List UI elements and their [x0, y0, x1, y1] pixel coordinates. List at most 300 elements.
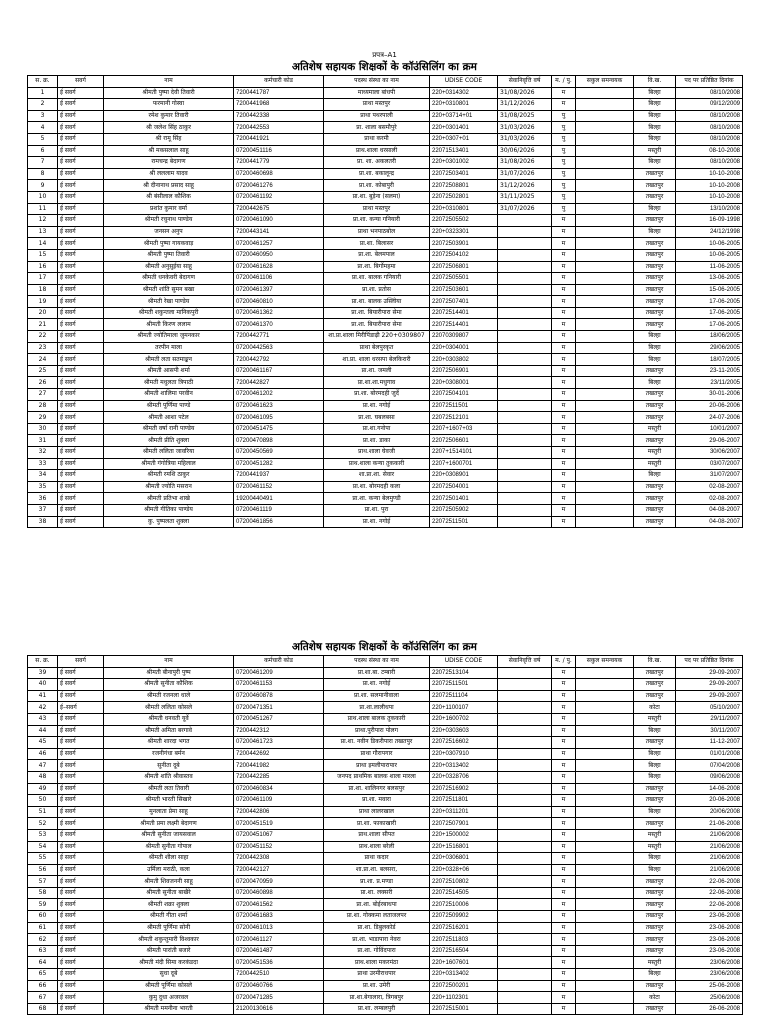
cell-employee-code: 07200450569	[234, 447, 324, 459]
cell-udise-code: 220+1600702	[430, 713, 498, 725]
table-row	[28, 191, 743, 203]
cell-school-name: प्राथा भनपाठबोल	[324, 226, 430, 238]
cell-block: मस्तुरी	[634, 713, 676, 725]
teacher-table-1	[27, 75, 743, 528]
cell-retirement-year	[498, 829, 552, 841]
cell-retirement-year	[498, 980, 552, 992]
cell-teacher-name: श्रीमती मंदी सिमा करकंडदा	[104, 957, 234, 969]
cell-retirement-year	[498, 969, 552, 981]
cell-employee-code: 07200460698	[234, 168, 324, 180]
cell-school-name: प्राथा कदार	[324, 853, 430, 865]
cell-cluster-coordinator	[576, 307, 634, 319]
cell-teacher-name: श्रीमती ललिता जावरिया	[104, 447, 234, 459]
cell-cluster-coordinator	[576, 273, 634, 285]
cell-serial-number: 10	[28, 191, 58, 203]
cell-gender: म	[552, 470, 576, 482]
cell-school-name: प्रा.शा. प्र.मण्डा	[324, 876, 430, 888]
cell-cluster-coordinator	[576, 934, 634, 946]
cell-teacher-name: तरपीन माला	[104, 342, 234, 354]
cell-retirement-year: 31/12/2026	[498, 99, 552, 111]
cell-block: तखतपुर	[634, 296, 676, 308]
cell-teacher-name: कुमु दुधा अजरवल	[104, 992, 234, 1004]
cell-block: तखतपुर	[634, 435, 676, 447]
cell-gender: पु	[552, 145, 576, 157]
table-row	[28, 516, 743, 528]
cell-udise-code: 22071513401	[430, 145, 498, 157]
cell-school-name: प्रा.शा. मवारा	[324, 795, 430, 807]
cell-block: तखतपुर	[634, 783, 676, 795]
cell-category: ई सवर्ग	[58, 215, 104, 227]
cell-cluster-coordinator	[576, 504, 634, 516]
cell-retirement-year: 31/08/2026	[498, 87, 552, 99]
cell-teacher-name: श्रीमती पुष्पा गायकवाड़	[104, 238, 234, 250]
cell-cluster-coordinator	[576, 226, 634, 238]
cell-block: तखतपुर	[634, 679, 676, 691]
cell-serial-number: 57	[28, 876, 58, 888]
cell-serial-number: 8	[28, 168, 58, 180]
table-row	[28, 273, 743, 285]
cell-cluster-coordinator	[576, 679, 634, 691]
cell-block: तखतपुर	[634, 887, 676, 899]
cell-cluster-coordinator	[576, 99, 634, 111]
cell-block: तखतपुर	[634, 215, 676, 227]
cell-gender: म	[552, 690, 576, 702]
cell-teacher-name: श्रीमती ललिता कोसले	[104, 702, 234, 714]
table-row	[28, 400, 743, 412]
cell-category: ई सवर्ग	[58, 447, 104, 459]
cell-serial-number: 51	[28, 806, 58, 818]
cell-teacher-name: श्रीमती पुष्पा देवी तिवारी	[104, 87, 234, 99]
cell-serial-number: 6	[28, 145, 58, 157]
cell-school-name: प्रा.शा. घबलबसा	[324, 412, 430, 424]
cell-block: बिल्हा	[634, 969, 676, 981]
cell-cluster-coordinator	[576, 122, 634, 134]
cell-school-name: प्राथा पथरपाली	[324, 110, 430, 122]
table-header-row	[28, 656, 743, 668]
cell-cluster-coordinator	[576, 667, 634, 679]
cell-posting-date: 03/07/2007	[676, 458, 743, 470]
cell-gender: म	[552, 319, 576, 331]
cell-cluster-coordinator	[576, 133, 634, 145]
cell-block: बिल्हा	[634, 806, 676, 818]
cell-serial-number: 1	[28, 87, 58, 99]
cell-category: ई सवर्ग	[58, 470, 104, 482]
cell-school-name: प्राथा बेलपुरकृत	[324, 342, 430, 354]
cell-teacher-name: श्रीमती अनुसुईया साहू	[104, 261, 234, 273]
cell-school-name: प्रा.शा. डिबुलकोर्ड	[324, 922, 430, 934]
cell-teacher-name: श्रीमती प्रीति शुक्ला	[104, 435, 234, 447]
cell-udise-code: 220+0301002	[430, 157, 498, 169]
cell-serial-number: 12	[28, 215, 58, 227]
cell-category: ई सवर्ग	[58, 713, 104, 725]
cell-udise-code: 220+0307+01	[430, 133, 498, 145]
cell-school-name: प्रा.शा. नगोई	[324, 679, 430, 691]
table-row	[28, 296, 743, 308]
cell-block: तखतपुर	[634, 180, 676, 192]
cell-retirement-year	[498, 435, 552, 447]
table-row	[28, 679, 743, 691]
cell-posting-date: 30-01-2006	[676, 389, 743, 401]
cell-teacher-name: श्री लललाम यादव	[104, 168, 234, 180]
cell-employee-code: 7200442806	[234, 806, 324, 818]
cell-teacher-name: श्रीमती शीला साहा	[104, 853, 234, 865]
cell-employee-code: 7200441937	[234, 470, 324, 482]
cell-teacher-name: श्रीमती सुनीता गोपाल	[104, 841, 234, 853]
cell-serial-number: 60	[28, 911, 58, 923]
cell-cluster-coordinator	[576, 887, 634, 899]
cell-employee-code: 07200470898	[234, 435, 324, 447]
table-row	[28, 992, 743, 1004]
cell-employee-code: 7200441779	[234, 157, 324, 169]
cell-gender: म	[552, 435, 576, 447]
cell-employee-code: 07200451152	[234, 841, 324, 853]
cell-udise-code: 220+0328706	[430, 771, 498, 783]
cell-cluster-coordinator	[576, 435, 634, 447]
cell-posting-date: 23-11-2005	[676, 365, 743, 377]
cell-udise-code: 22072516602	[430, 737, 498, 749]
cell-category: ई सवर्ग	[58, 945, 104, 957]
cell-serial-number: 39	[28, 667, 58, 679]
cell-posting-date: 17-06-2005	[676, 307, 743, 319]
cell-teacher-name: श्रीमती गीता शर्मा	[104, 911, 234, 923]
cell-udise-code: 220+0323301	[430, 226, 498, 238]
cell-school-name: प्रा.शा. नगोई	[324, 400, 430, 412]
cell-cluster-coordinator	[576, 157, 634, 169]
cell-block: तखतपुर	[634, 238, 676, 250]
cell-school-name: प्राथा मस्तपुर	[324, 99, 430, 111]
cell-school-name: प्रा.शा.शा.मधुगाव	[324, 377, 430, 389]
cell-serial-number: 35	[28, 481, 58, 493]
cell-udise-code: 22072506801	[430, 261, 498, 273]
header-posting-date: पद पर प्रतिष्ठित दिनांक	[676, 656, 743, 668]
cell-category: ई सवर्ग	[58, 504, 104, 516]
cell-teacher-name: श्रीमती पूर्णिमा कोसले	[104, 980, 234, 992]
cell-employee-code: 07200461487	[234, 945, 324, 957]
cell-category: ई सवर्ग	[58, 110, 104, 122]
header-retirement-year: सेवानिवृत्ति वर्ष	[498, 656, 552, 668]
cell-teacher-name: श्रीमती धनकेवरी बेदागण	[104, 273, 234, 285]
cell-category: ई सवर्ग	[58, 481, 104, 493]
cell-teacher-name: सुनीता दूबे	[104, 760, 234, 772]
cell-block: बिल्हा	[634, 864, 676, 876]
table-row	[28, 284, 743, 296]
cell-retirement-year	[498, 389, 552, 401]
cell-udise-code: 220+0303603	[430, 725, 498, 737]
cell-posting-date: 29/06/2005	[676, 342, 743, 354]
cell-gender: पु	[552, 110, 576, 122]
cell-retirement-year	[498, 945, 552, 957]
cell-employee-code: 7200441787	[234, 87, 324, 99]
cell-udise-code: 220+0310801	[430, 203, 498, 215]
cell-teacher-name: श्रीमती शांति सुमन बखा	[104, 284, 234, 296]
cell-school-name: प्रा.शा. बोईरबाधपा	[324, 899, 430, 911]
cell-udise-code: 2207+1600701	[430, 458, 498, 470]
cell-school-name: प्रा.शा. कन्या बेलमुण्डी	[324, 493, 430, 505]
cell-udise-code: 220+0313402	[430, 969, 498, 981]
cell-gender: म	[552, 516, 576, 528]
cell-gender: पु	[552, 157, 576, 169]
cell-serial-number: 48	[28, 771, 58, 783]
cell-udise-code: 22072503401	[430, 168, 498, 180]
table-row	[28, 748, 743, 760]
table-row	[28, 470, 743, 482]
cell-block: तखतपुर	[634, 412, 676, 424]
cell-category: ई सवर्ग	[58, 400, 104, 412]
cell-school-name: प्रा.शा. बुड़ेना (सलमा)	[324, 191, 430, 203]
cell-category: ई सवर्ग	[58, 331, 104, 343]
cell-udise-code: 220+0301401	[430, 122, 498, 134]
cell-serial-number: 17	[28, 273, 58, 285]
cell-category: ई सवर्ग	[58, 818, 104, 830]
cell-cluster-coordinator	[576, 412, 634, 424]
cell-gender: म	[552, 365, 576, 377]
cell-block: तखतपुर	[634, 389, 676, 401]
cell-serial-number: 28	[28, 400, 58, 412]
cell-block: बिल्हा	[634, 99, 676, 111]
cell-retirement-year: 31/03/2026	[498, 133, 552, 145]
cell-teacher-name: श्रीमती पुष्पा तिवारी	[104, 249, 234, 261]
header-school-name: पदस्थ संस्था का नाम	[324, 656, 430, 668]
cell-school-name: प्राथ.शाला मकरमंठा	[324, 957, 430, 969]
cell-employee-code: 07200461856	[234, 516, 324, 528]
cell-posting-date: 10-10-2008	[676, 168, 743, 180]
table-row	[28, 493, 743, 505]
cell-employee-code: 07200451282	[234, 458, 324, 470]
cell-teacher-name: श्रीमती शालिमा परवीन	[104, 389, 234, 401]
cell-udise-code: 22072513104	[430, 667, 498, 679]
cell-udise-code: 22072514505	[430, 887, 498, 899]
cell-employee-code: 07200471285	[234, 992, 324, 1004]
cell-gender: म	[552, 261, 576, 273]
cell-serial-number: 13	[28, 226, 58, 238]
cell-posting-date: 29-09-2007	[676, 667, 743, 679]
cell-retirement-year	[498, 261, 552, 273]
cell-posting-date: 23/06/2008	[676, 969, 743, 981]
cell-school-name: प्राथा करमी	[324, 133, 430, 145]
cell-employee-code: 07200461152	[234, 481, 324, 493]
cell-gender: म	[552, 493, 576, 505]
cell-category: ई सवर्ग	[58, 133, 104, 145]
cell-school-name: प्रा.शा. फाकाखारी	[324, 818, 430, 830]
cell-udise-code: 22072516902	[430, 783, 498, 795]
cell-retirement-year	[498, 423, 552, 435]
cell-retirement-year	[498, 493, 552, 505]
cell-teacher-name: श्री जलेश सिंह ठाकुर	[104, 122, 234, 134]
table-row	[28, 818, 743, 830]
cell-cluster-coordinator	[576, 215, 634, 227]
cell-block: तखतपुर	[634, 284, 676, 296]
cell-retirement-year	[498, 400, 552, 412]
cell-school-name: शा.प्रा.शा. सेवार	[324, 470, 430, 482]
cell-serial-number: 20	[28, 307, 58, 319]
cell-gender: म	[552, 887, 576, 899]
cell-posting-date: 21/06/2008	[676, 864, 743, 876]
cell-teacher-name: श्रीमती पारांती बजारे	[104, 945, 234, 957]
table-row	[28, 922, 743, 934]
cell-school-name: प्रा.शा. भाडापारा नेवरा	[324, 934, 430, 946]
cell-teacher-name: मुनलाता प्रेमा साहू	[104, 806, 234, 818]
cell-category: ई सवर्ग	[58, 249, 104, 261]
cell-retirement-year	[498, 841, 552, 853]
cell-serial-number: 43	[28, 713, 58, 725]
cell-retirement-year	[498, 342, 552, 354]
table-row	[28, 980, 743, 992]
cell-employee-code: 07200470959	[234, 876, 324, 888]
cell-gender: म	[552, 377, 576, 389]
cell-retirement-year	[498, 226, 552, 238]
cell-school-name: शा.प्रा. शाला धरसपा बेलकिरारी	[324, 354, 430, 366]
cell-teacher-name: उर्मिला मराठी, कला	[104, 864, 234, 876]
cell-serial-number: 9	[28, 180, 58, 192]
cell-category: ई सवर्ग	[58, 957, 104, 969]
cell-cluster-coordinator	[576, 713, 634, 725]
cell-block: बिल्हा	[634, 157, 676, 169]
cell-teacher-name: श्री रामू सिंह	[104, 133, 234, 145]
cell-gender: पु	[552, 180, 576, 192]
cell-retirement-year	[498, 331, 552, 343]
cell-serial-number: 22	[28, 331, 58, 343]
cell-teacher-name: कु. पुष्पलता शुक्ला	[104, 516, 234, 528]
cell-serial-number: 7	[28, 157, 58, 169]
cell-employee-code: 19200440491	[234, 493, 324, 505]
cell-employee-code: 07200451519	[234, 818, 324, 830]
cell-retirement-year	[498, 307, 552, 319]
cell-gender: म	[552, 667, 576, 679]
cell-posting-date: 23-06-2008	[676, 911, 743, 923]
cell-teacher-name: श्रीमती सुनीता जायसवाल	[104, 829, 234, 841]
cell-posting-date: 21/06/2008	[676, 829, 743, 841]
cell-cluster-coordinator	[576, 203, 634, 215]
cell-posting-date: 26-06-2008	[676, 1003, 743, 1015]
cell-teacher-name: श्रीमती किरण ललाम	[104, 319, 234, 331]
table-row	[28, 99, 743, 111]
cell-school-name: प्राथा उरमीराधपार	[324, 969, 430, 981]
cell-block: मस्तुरी	[634, 423, 676, 435]
cell-udise-code: 22072512101	[430, 412, 498, 424]
cell-school-name: प्रा.शा. कन्या गनियारी	[324, 215, 430, 227]
table-row	[28, 667, 743, 679]
cell-cluster-coordinator	[576, 922, 634, 934]
cell-category: ई सवर्ग	[58, 238, 104, 250]
cell-udise-code: 2207+1607+03	[430, 423, 498, 435]
cell-gender: म	[552, 249, 576, 261]
cell-cluster-coordinator	[576, 319, 634, 331]
cell-serial-number: 26	[28, 377, 58, 389]
cell-posting-date: 02-08-2007	[676, 493, 743, 505]
cell-teacher-name: सुधा दूबे	[104, 969, 234, 981]
cell-school-name: प्रा.शा. शालिनगर बलसपुर	[324, 783, 430, 795]
cell-retirement-year: 31/11/2025	[498, 191, 552, 203]
header-cluster-coordinator: सकुल समन्वयक	[576, 656, 634, 668]
cell-udise-code: 22072504001	[430, 481, 498, 493]
header-udise-code: UDISE CODE	[430, 76, 498, 88]
cell-gender: म	[552, 99, 576, 111]
cell-gender: म	[552, 725, 576, 737]
cell-school-name: प्रा.शा. जमली	[324, 365, 430, 377]
cell-posting-date: 20-06-2008	[676, 795, 743, 807]
cell-block: तखतपुर	[634, 307, 676, 319]
cell-block: बिल्हा	[634, 853, 676, 865]
cell-cluster-coordinator	[576, 180, 634, 192]
cell-block: बिल्हा	[634, 87, 676, 99]
cell-serial-number: 66	[28, 980, 58, 992]
cell-posting-date: 08/10/2008	[676, 133, 743, 145]
table-row	[28, 354, 743, 366]
cell-block: तखतपुर	[634, 516, 676, 528]
cell-retirement-year	[498, 864, 552, 876]
cell-serial-number: 27	[28, 389, 58, 401]
cell-category: ई सवर्ग	[58, 87, 104, 99]
cell-employee-code: 07200461370	[234, 319, 324, 331]
cell-cluster-coordinator	[576, 110, 634, 122]
cell-block: मस्तुरी	[634, 829, 676, 841]
cell-retirement-year	[498, 725, 552, 737]
cell-school-name: प्राथ.शाला बरेली	[324, 841, 430, 853]
cell-school-name: प्रा.शा. बालक गनियारी	[324, 273, 430, 285]
cell-serial-number: 54	[28, 841, 58, 853]
table-row	[28, 261, 743, 273]
cell-serial-number: 19	[28, 296, 58, 308]
header-teacher-name: नाम	[104, 656, 234, 668]
cell-block: मस्तुरी	[634, 145, 676, 157]
cell-udise-code: 220+1516801	[430, 841, 498, 853]
header-school-name: पदस्थ संस्था का नाम	[324, 76, 430, 88]
cell-teacher-name: श्रीमती आसपी शर्मा	[104, 365, 234, 377]
cell-udise-code: 220+0328+06	[430, 864, 498, 876]
cell-school-name: माध्यमाला बांधपी	[324, 87, 430, 99]
cell-cluster-coordinator	[576, 864, 634, 876]
cell-employee-code: 7200442285	[234, 771, 324, 783]
table-row	[28, 435, 743, 447]
cell-teacher-name: श्रीमती रजनला धाले	[104, 690, 234, 702]
cell-serial-number: 38	[28, 516, 58, 528]
cell-teacher-name: श्रीमती शिवजननी साहू	[104, 876, 234, 888]
cell-udise-code: 220+0311201	[430, 806, 498, 818]
cell-school-name: प्रा.शा. गोक्कमा लताजलपर	[324, 911, 430, 923]
cell-cluster-coordinator	[576, 702, 634, 714]
cell-school-name: प्रा.शा.बेगालारा, त्रिगबपुर	[324, 992, 430, 1004]
cell-employee-code: 07200461090	[234, 215, 324, 227]
cell-posting-date: 16-09-1998	[676, 215, 743, 227]
cell-school-name: प्राथ.शाला बालक तुककारी	[324, 713, 430, 725]
cell-employee-code: 7200442692	[234, 748, 324, 760]
cell-category: ई सवर्ग	[58, 307, 104, 319]
cell-school-name: प्रा.शा. डाका	[324, 435, 430, 447]
cell-gender: म	[552, 864, 576, 876]
cell-block: तखतपुर	[634, 1003, 676, 1015]
cell-teacher-name: प्रशांत कुमार वर्मा	[104, 203, 234, 215]
table-row	[28, 110, 743, 122]
cell-teacher-name: श्रीमती पूर्णिमा सोनी	[104, 922, 234, 934]
cell-block: तखतपुर	[634, 365, 676, 377]
cell-category: ई सवर्ग	[58, 748, 104, 760]
cell-teacher-name: श्रीमती पूर्णिमा पाण्डे	[104, 400, 234, 412]
cell-teacher-name: श्रीमती रेखा पाण्डेय	[104, 296, 234, 308]
cell-cluster-coordinator	[576, 899, 634, 911]
cell-teacher-name: श्रीमती वर्षा रानी पाण्डेय	[104, 423, 234, 435]
cell-udise-code: 220+1607601	[430, 957, 498, 969]
header-gender: म. / पु.	[552, 76, 576, 88]
cell-serial-number: 18	[28, 284, 58, 296]
header-cluster-coordinator: सकुल समन्वयक	[576, 76, 634, 88]
counseling-list-section-1	[27, 50, 742, 528]
cell-block: बिल्हा	[634, 342, 676, 354]
cell-retirement-year	[498, 516, 552, 528]
table-row	[28, 331, 743, 343]
cell-block: तखतपुर	[634, 795, 676, 807]
cell-posting-date: 05/10/2007	[676, 702, 743, 714]
table-row	[28, 342, 743, 354]
